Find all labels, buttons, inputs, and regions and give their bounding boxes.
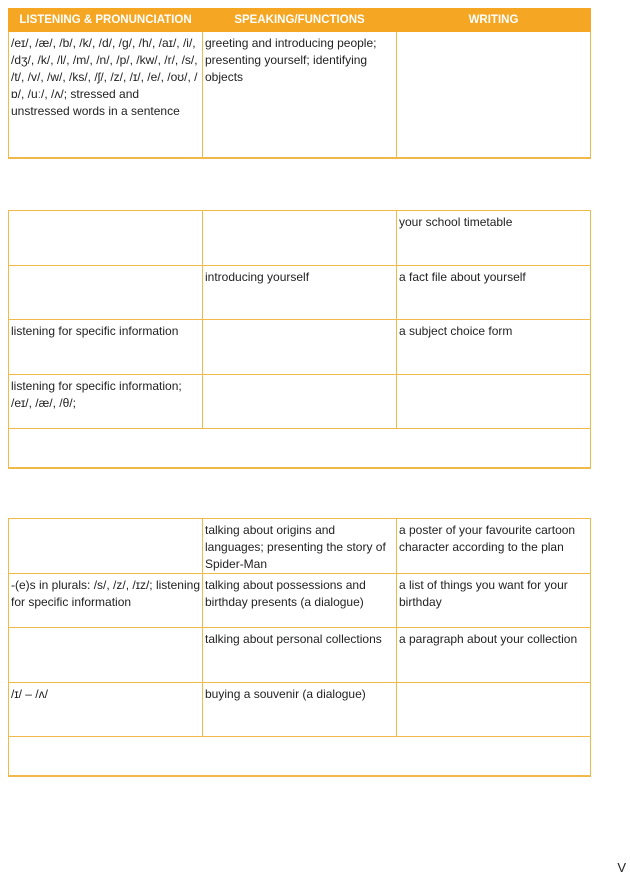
table-cell: buying a souvenir (a dialogue) xyxy=(203,683,397,737)
table-row xyxy=(9,628,591,683)
table-cell: a paragraph about your collection xyxy=(397,628,591,683)
table-row xyxy=(9,320,591,375)
table-cell xyxy=(203,375,397,429)
table-cell: talking about personal collections xyxy=(203,628,397,683)
table-cell: a poster of your favourite cartoon character according to the plan xyxy=(397,519,591,574)
table-cell: talking about origins and languages; presenting the story of Spider-Man xyxy=(203,519,397,574)
syllabus-table-3 xyxy=(8,518,591,777)
table-row xyxy=(9,266,591,320)
table-row xyxy=(9,375,591,429)
table-cell: listening for specific information xyxy=(9,320,203,375)
table-cell xyxy=(9,266,203,320)
table-row xyxy=(9,683,591,737)
table-cell xyxy=(9,737,591,776)
table-row xyxy=(9,519,591,574)
table-cell xyxy=(9,628,203,683)
table-cell: greeting and introducing people; presenting yourself; identifying objects xyxy=(203,32,397,158)
header-listening-pronunciation: LISTENING & PRONUNCIATION xyxy=(9,9,203,32)
syllabus-table-1 xyxy=(8,8,591,159)
table-cell: introducing yourself xyxy=(203,266,397,320)
header-writing: WRITING xyxy=(397,9,591,32)
table-row xyxy=(9,211,591,266)
table-cell xyxy=(397,683,591,737)
table-row xyxy=(9,574,591,628)
table-cell: your school timetable xyxy=(397,211,591,266)
table-row xyxy=(9,429,591,468)
table-cell: /eɪ/, /æ/, /b/, /k/, /d/, /g/, /h/, /aɪ/, /i/, /dʒ/, /k/, /l/, /m/, /n/, /p/, /kw/, /r/, /s/, /t/, /v/, /w/, /ks/, /ʃ/, /z/, /ɪ/, /e/, /oʊ/, /ɒ/, /uː/, /ʌ/; stressed and unstressed words in a sentence xyxy=(9,32,203,158)
table-cell xyxy=(397,375,591,429)
header-row xyxy=(9,9,591,32)
table-cell: talking about possessions and birthday presents (a dialogue) xyxy=(203,574,397,628)
header-speaking-functions: SPEAKING/FUNCTIONS xyxy=(203,9,397,32)
table-cell xyxy=(9,429,591,468)
table-cell xyxy=(397,32,591,158)
table-cell xyxy=(9,519,203,574)
table-cell xyxy=(203,320,397,375)
table-cell: -(e)s in plurals: /s/, /z/, /ɪz/; listening for specific information xyxy=(9,574,203,628)
table-cell: a fact file about yourself xyxy=(397,266,591,320)
table-cell: a list of things you want for your birthday xyxy=(397,574,591,628)
table-cell xyxy=(9,211,203,266)
table-cell: /ɪ/ – /ʌ/ xyxy=(9,683,203,737)
table-row xyxy=(9,32,591,158)
syllabus-table-2 xyxy=(8,210,591,469)
table-row xyxy=(9,737,591,776)
table-cell: listening for specific information; /eɪ/, /æ/, /θ/; xyxy=(9,375,203,429)
table-cell: a subject choice form xyxy=(397,320,591,375)
page-number: V xyxy=(617,860,626,875)
table-cell xyxy=(203,211,397,266)
